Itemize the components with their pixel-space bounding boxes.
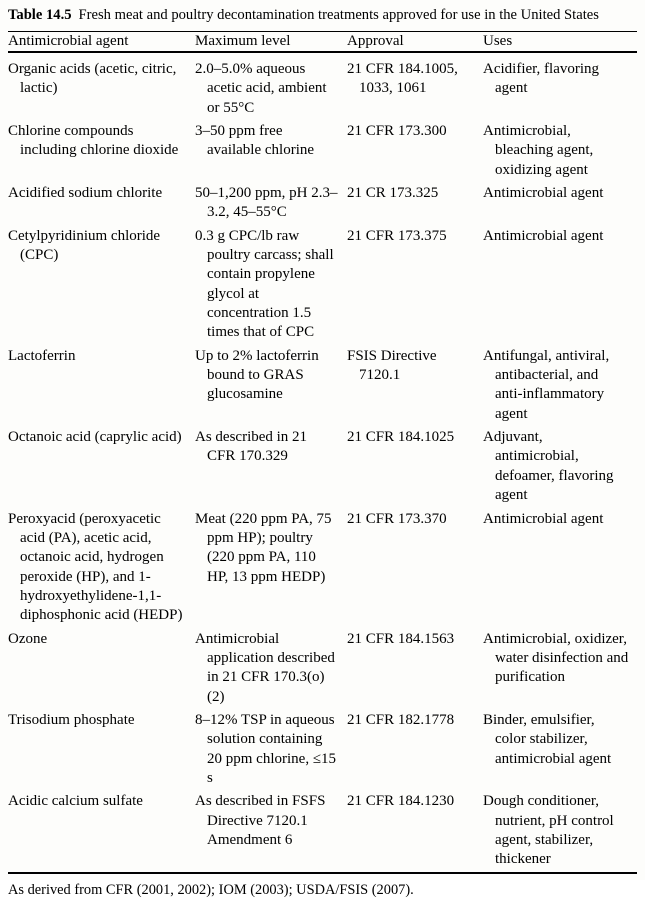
table-caption <box>8 0 637 26</box>
table-row <box>8 118 637 180</box>
cell-antimicrobial-agent: Peroxyacid (peroxyacetic acid (PA), acetic acid, octanoic acid, hydrogen peroxide (HP), and 1-hydroxyethylidene-1,1-diphosphonic acid (HEDP) <box>8 510 183 624</box>
table-caption-text: Fresh meat and poultry decontamination treatments approved for use in the United States <box>78 7 599 23</box>
table-row <box>8 788 637 869</box>
cell-antimicrobial-agent: Chlorine compounds including chlorine dioxide <box>8 122 179 159</box>
cell-uses: Binder, emulsifier, color stabilizer, antimicrobial agent <box>483 711 612 767</box>
cell-approval: 21 CFR 173.370 <box>347 510 447 527</box>
table-header-row <box>8 32 637 51</box>
cell-antimicrobial-agent: Cetylpyridinium chloride (CPC) <box>8 227 161 264</box>
cell-maximum-level: 0.3 g CPC/lb raw poultry carcass; shall contain propylene glycol at concentration 1.5 times that of CPC <box>195 227 334 341</box>
cell-antimicrobial-agent: Ozone <box>8 630 48 647</box>
cell-maximum-level: 50–1,200 ppm, pH 2.3–3.2, 45–55°C <box>195 185 338 221</box>
table-head <box>8 32 637 51</box>
cell-uses: Antimicrobial agent <box>483 185 604 201</box>
cell-antimicrobial-agent: Acidic calcium sulfate <box>8 793 143 810</box>
column-header-antimicrobial-agent: Antimicrobial agent <box>8 32 129 49</box>
table-row <box>8 424 637 505</box>
column-header-maximum-level: Maximum level <box>195 32 291 49</box>
decontamination-treatments-table-body <box>8 53 637 870</box>
cell-uses: Antifungal, antiviral, antibacterial, and anti-inflammatory agent <box>483 347 610 422</box>
cell-approval: 21 CFR 184.1230 <box>347 793 455 810</box>
cell-approval: 21 CFR 184.1563 <box>347 630 455 647</box>
table-row <box>8 180 637 223</box>
cell-antimicrobial-agent: Organic acids (acetic, citric, lactic) <box>8 60 177 97</box>
table-row <box>8 53 637 118</box>
table-row <box>8 343 637 424</box>
table-row <box>8 506 637 626</box>
cell-approval: 21 CFR 184.1025 <box>347 429 455 446</box>
cell-maximum-level: As described in 21 CFR 170.329 <box>195 429 308 465</box>
table-row <box>8 626 637 707</box>
cell-maximum-level: Up to 2% lactoferrin bound to GRAS glucosamine <box>195 347 319 403</box>
cell-approval: 21 CFR 184.1005, 1033, 1061 <box>347 60 458 97</box>
cell-uses: Adjuvant, antimicrobial, defoamer, flavoring agent <box>483 429 614 504</box>
cell-maximum-level: Antimicrobial application described in 21 CFR 170.3(o)(2) <box>195 630 335 705</box>
cell-antimicrobial-agent: Lactoferrin <box>8 347 76 364</box>
cell-approval: 21 CFR 173.300 <box>347 122 447 139</box>
table-footnote: As derived from CFR (2001, 2002); IOM (2003); USDA/FSIS (2007). <box>8 881 414 898</box>
cell-uses: Acidifier, flavoring agent <box>483 60 600 97</box>
column-header-uses: Uses <box>483 32 513 49</box>
cell-approval: 21 CR 173.325 <box>347 185 439 201</box>
table-row <box>8 707 637 788</box>
cell-approval: 21 CFR 173.375 <box>347 227 447 244</box>
table-body <box>8 53 637 870</box>
cell-antimicrobial-agent: Octanoic acid (caprylic acid) <box>8 429 182 446</box>
decontamination-treatments-table <box>8 32 637 51</box>
table-row <box>8 223 637 343</box>
cell-antimicrobial-agent: Acidified sodium chlorite <box>8 185 163 201</box>
column-header-approval: Approval <box>347 32 404 49</box>
cell-approval: 21 CFR 182.1778 <box>347 711 455 728</box>
cell-approval: FSIS Directive 7120.1 <box>347 347 437 384</box>
cell-uses: Antimicrobial agent <box>483 227 604 244</box>
cell-uses: Antimicrobial, bleaching agent, oxidizing agent <box>483 122 594 178</box>
cell-maximum-level: 3–50 ppm free available chlorine <box>195 122 315 159</box>
cell-antimicrobial-agent: Trisodium phosphate <box>8 711 135 728</box>
cell-maximum-level: Meat (220 ppm PA, 75 ppm HP); poultry (220 ppm PA, 110 HP, 13 ppm HEDP) <box>195 510 332 585</box>
cell-maximum-level: 2.0–5.0% aqueous acetic acid, ambient or 55°C <box>195 60 327 116</box>
cell-uses: Antimicrobial, oxidizer, water disinfection and purification <box>483 630 629 686</box>
cell-uses: Antimicrobial agent <box>483 510 604 527</box>
cell-maximum-level: 8–12% TSP in aqueous solution containing 20 ppm chlorine, ≤15 s <box>195 711 337 786</box>
cell-uses: Dough conditioner, nutrient, pH control agent, stabilizer, thickener <box>483 793 614 868</box>
table-caption-label: Table 14.5 <box>8 7 72 23</box>
cell-maximum-level: As described in FSFS Directive 7120.1 Amendment 6 <box>195 793 326 848</box>
